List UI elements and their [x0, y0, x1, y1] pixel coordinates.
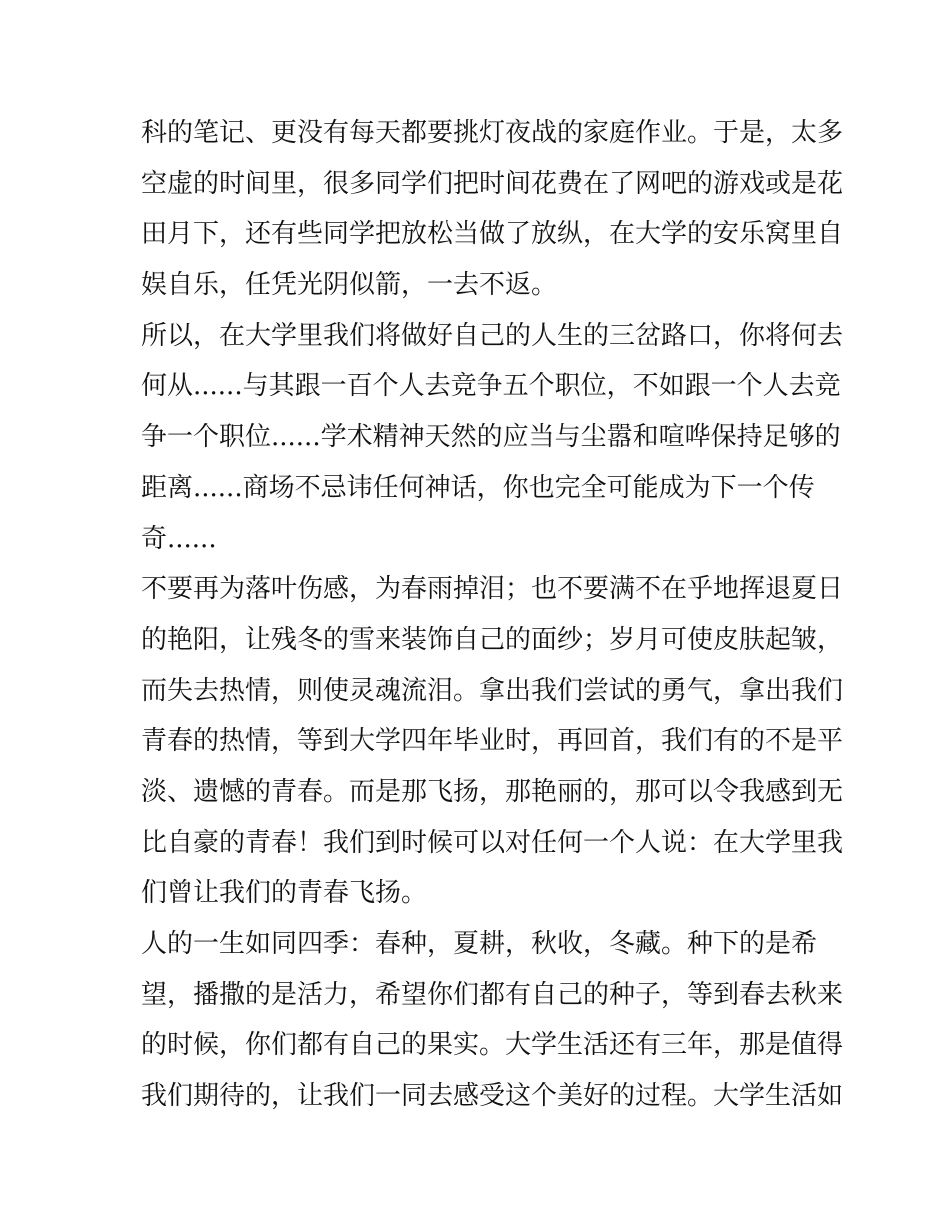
text-line: 娱自乐，任凭光阴似箭，一去不返。 — [141, 270, 558, 301]
text-line: 科的笔记、更没有每天都要挑灯夜战的家庭作业。于是，太多 — [141, 118, 844, 148]
text-line: 所以，在大学里我们将做好自己的人生的三岔路口，你将何去 — [141, 320, 844, 351]
text-line: 的艳阳，让残冬的雪来装饰自己的面纱；岁月可使皮肤起皱， — [141, 624, 844, 655]
text-line: 争一个职位......学术精神天然的应当与尘嚣和喧哗保持足够的 — [141, 422, 841, 453]
text-line: 比自豪的青春！我们到时候可以对任何一个人说：在大学里我 — [141, 827, 844, 858]
text-line: 奇...... — [141, 523, 217, 554]
text-line: 距离......商场不忌讳任何神话，你也完全可能成为下一个传 — [141, 472, 815, 503]
text-line: 何从......与其跟一百个人去竞争五个职位，不如跟一个人去竞 — [141, 371, 841, 402]
body-text — [141, 108, 844, 1122]
text-line: 不要再为落叶伤感，为春雨掉泪；也不要满不在乎地挥退夏日 — [141, 574, 844, 605]
text-line: 空虚的时间里，很多同学们把时间花费在了网吧的游戏或是花 — [141, 168, 844, 199]
text-line: 青春的热情，等到大学四年毕业时，再回首，我们有的不是平 — [141, 726, 844, 757]
text-line: 人的一生如同四季：春种，夏耕，秋收，冬藏。种下的是希 — [141, 929, 818, 959]
text-line: 淡、遗憾的青春。而是那飞扬，那艳丽的，那可以令我感到无 — [141, 776, 844, 807]
text-line: 而失去热情，则使灵魂流泪。拿出我们尝试的勇气，拿出我们 — [141, 675, 844, 706]
text-line: 田月下，还有些同学把放松当做了放纵，在大学的安乐窝里自 — [141, 219, 844, 250]
text-line: 的时候，你们都有自己的果实。大学生活还有三年，那是值得 — [141, 1030, 844, 1061]
text-line: 我们期待的，让我们一同去感受这个美好的过程。大学生活如 — [141, 1081, 844, 1112]
text-line: 望，播撒的是活力，希望你们都有自己的种子，等到春去秋来 — [141, 979, 844, 1010]
text-line: 们曾让我们的青春飞扬。 — [141, 878, 428, 909]
